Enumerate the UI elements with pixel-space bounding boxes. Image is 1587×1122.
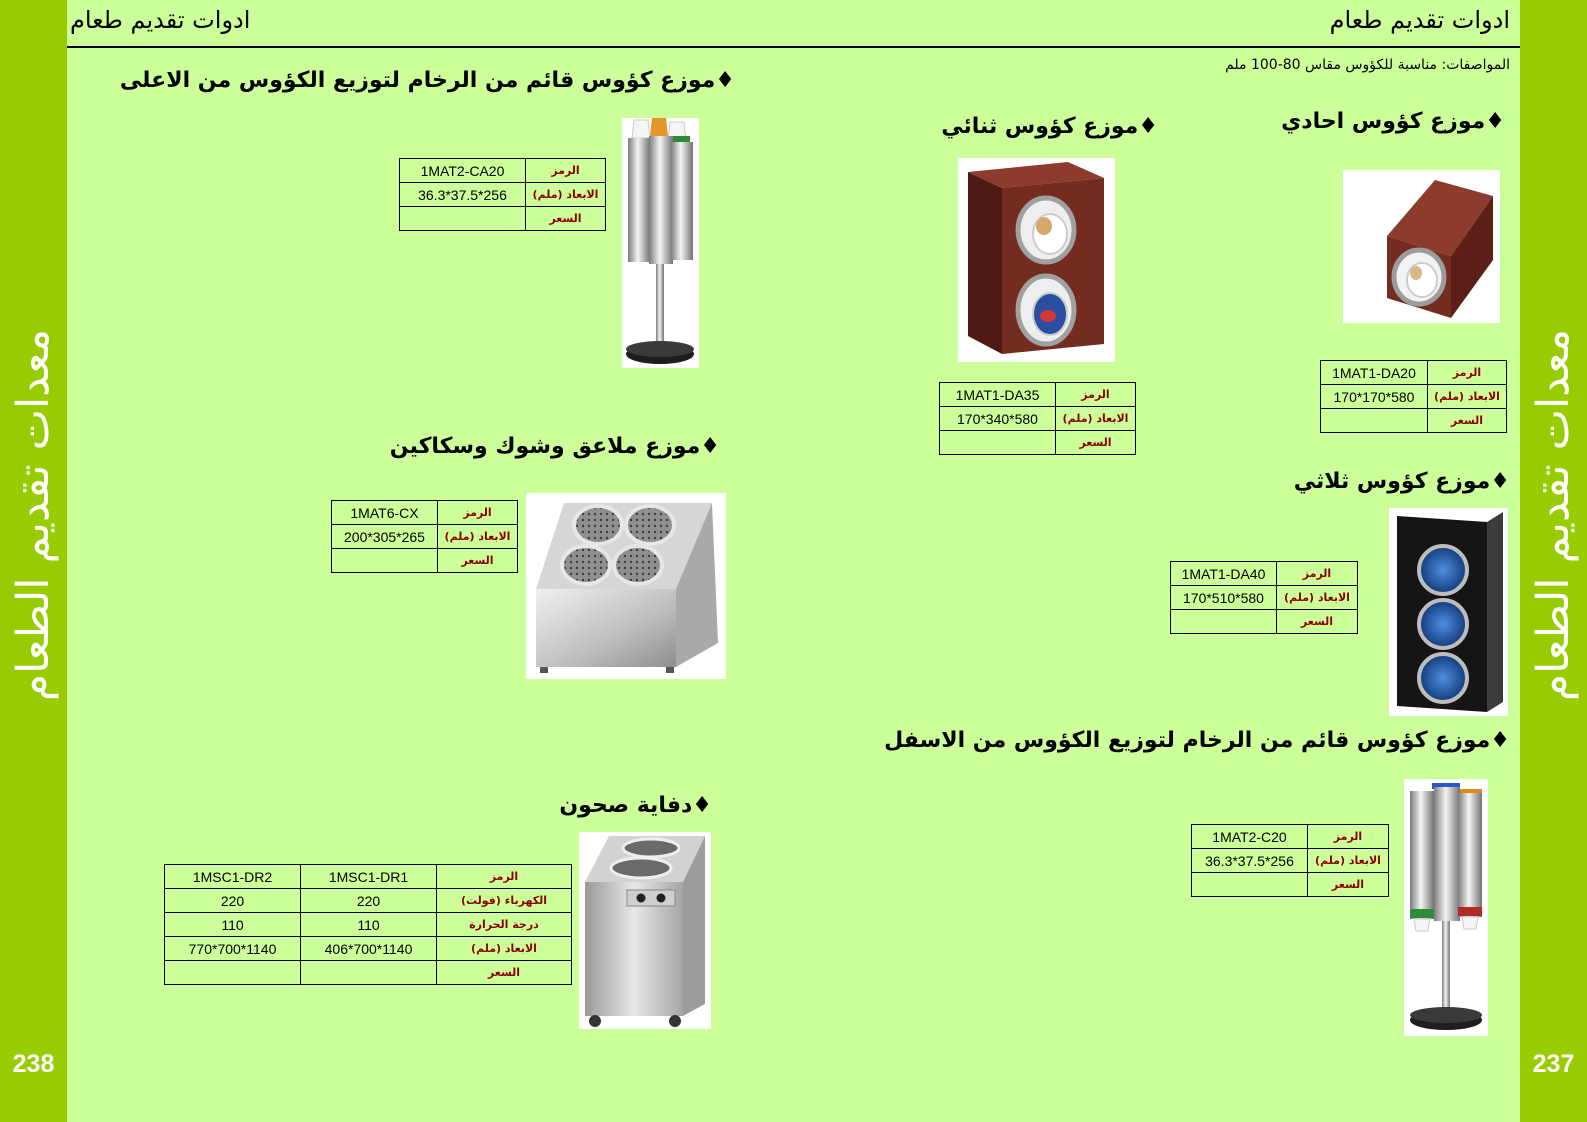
table-row bbox=[1321, 385, 1507, 409]
dims-value: 170*510*580 bbox=[1171, 586, 1277, 610]
price-label: السعر bbox=[437, 961, 572, 985]
cup-ring bbox=[1394, 250, 1444, 304]
code-value-dr2: 1MSC1-DR2 bbox=[165, 865, 301, 889]
table-row bbox=[1171, 610, 1358, 634]
left-spine-title: معدات تقديم الطعام bbox=[7, 328, 59, 702]
dims-value-dr1: 406*700*1140 bbox=[301, 937, 437, 961]
double-cup-dispenser-photo bbox=[958, 158, 1115, 362]
dims-label: الابعاد (ملم) bbox=[438, 525, 518, 549]
marble-stand-bottom-photo bbox=[1404, 779, 1488, 1036]
table-row bbox=[165, 961, 572, 985]
price-label: السعر bbox=[526, 207, 606, 231]
code-label: الرمز bbox=[437, 865, 572, 889]
table-row bbox=[1192, 873, 1389, 897]
single-cup-dispenser-photo bbox=[1343, 170, 1500, 323]
code-value: 1MAT2-C20 bbox=[1192, 825, 1308, 849]
temperature-value-dr2: 110 bbox=[165, 913, 301, 937]
dims-label: الابعاد (ملم) bbox=[1277, 586, 1358, 610]
dims-value: 170*340*580 bbox=[940, 407, 1056, 431]
single-cup-dispenser-title: ♦موزع كؤوس احادي bbox=[1281, 109, 1505, 134]
dims-value: 200*305*265 bbox=[332, 525, 438, 549]
cutlery-holder-table bbox=[331, 500, 518, 573]
code-value-dr1: 1MSC1-DR1 bbox=[301, 865, 437, 889]
table-row bbox=[165, 913, 572, 937]
right-sidebar bbox=[1520, 0, 1587, 1122]
dims-value: 36.3*37.5*256 bbox=[1192, 849, 1308, 873]
temperature-label: درجة الحرارة bbox=[437, 913, 572, 937]
dims-label: الابعاد (ملم) bbox=[526, 183, 606, 207]
dims-label: الابعاد (ملم) bbox=[1428, 385, 1507, 409]
voltage-value-dr1: 220 bbox=[301, 889, 437, 913]
table-row bbox=[332, 549, 518, 573]
table-row bbox=[1321, 361, 1507, 385]
table-row bbox=[940, 383, 1136, 407]
right-page-header: ادوات تقديم طعام bbox=[1329, 6, 1510, 34]
table-row bbox=[1192, 849, 1389, 873]
price-value bbox=[940, 431, 1056, 455]
left-page-number: 238 bbox=[12, 1050, 55, 1078]
steel-cylinders bbox=[628, 136, 693, 264]
dims-label: الابعاد (ملم) bbox=[1308, 849, 1389, 873]
stand-pole bbox=[656, 264, 664, 348]
right-spine-title: معدات تقديم الطعام bbox=[1527, 328, 1579, 702]
dims-value: 170*170*580 bbox=[1321, 385, 1428, 409]
price-label: السعر bbox=[1308, 873, 1389, 897]
code-value: 1MAT1-DA35 bbox=[940, 383, 1056, 407]
table-row bbox=[165, 865, 572, 889]
code-label: الرمز bbox=[438, 501, 518, 525]
plate-warmer-title: ♦دفاية صحون bbox=[559, 793, 712, 818]
table-row bbox=[332, 525, 518, 549]
dims-value-dr2: 770*700*1140 bbox=[165, 937, 301, 961]
code-label: الرمز bbox=[1428, 361, 1507, 385]
table-row bbox=[1192, 825, 1389, 849]
dims-label: الابعاد (ملم) bbox=[1056, 407, 1136, 431]
left-page-header: ادوات تقديم طعام bbox=[70, 6, 251, 34]
upper-cup-ring bbox=[1018, 198, 1074, 262]
table-row bbox=[400, 159, 606, 183]
table-row bbox=[332, 501, 518, 525]
left-sidebar bbox=[0, 0, 67, 1122]
control-panel bbox=[627, 890, 675, 906]
plate-warmer-photo bbox=[579, 832, 711, 1029]
code-label: الرمز bbox=[526, 159, 606, 183]
code-label: الرمز bbox=[1308, 825, 1389, 849]
double-cup-dispenser-title: ♦موزع كؤوس ثنائي bbox=[941, 114, 1158, 139]
price-label: السعر bbox=[1277, 610, 1358, 634]
price-value bbox=[1321, 409, 1428, 433]
price-value bbox=[1192, 873, 1308, 897]
table-row bbox=[165, 937, 572, 961]
caster-wheel bbox=[669, 1015, 681, 1027]
steel-cylinders bbox=[1410, 787, 1482, 921]
voltage-value-dr2: 220 bbox=[165, 889, 301, 913]
right-page-number: 237 bbox=[1532, 1050, 1575, 1078]
plate-warmer-table bbox=[164, 864, 572, 985]
caster-wheel bbox=[589, 1015, 601, 1027]
header-rule bbox=[67, 46, 1520, 48]
cutlery-holder-title: ♦موزع ملاعق وشوك وسكاكين bbox=[389, 434, 720, 459]
marble-stand-top-photo bbox=[622, 118, 699, 368]
price-label: السعر bbox=[438, 549, 518, 573]
table-row bbox=[940, 407, 1136, 431]
price-value bbox=[400, 207, 526, 231]
triple-cup-dispenser-photo bbox=[1389, 508, 1508, 716]
single-cup-dispenser-table bbox=[1320, 360, 1507, 433]
code-value: 1MAT1-DA40 bbox=[1171, 562, 1277, 586]
temperature-value-dr1: 110 bbox=[301, 913, 437, 937]
table-row bbox=[400, 183, 606, 207]
price-value bbox=[1171, 610, 1277, 634]
stand-pole bbox=[1442, 921, 1450, 1009]
cup-rings bbox=[1419, 546, 1467, 702]
double-cup-dispenser-table bbox=[939, 382, 1136, 455]
table-row bbox=[1171, 562, 1358, 586]
triple-cup-dispenser-table bbox=[1170, 561, 1358, 634]
price-value bbox=[332, 549, 438, 573]
price-value-dr2 bbox=[165, 961, 301, 985]
table-row bbox=[1171, 586, 1358, 610]
table-row bbox=[400, 207, 606, 231]
price-label: السعر bbox=[1428, 409, 1507, 433]
price-value-dr1 bbox=[301, 961, 437, 985]
voltage-label: الكهرباء (فولت) bbox=[437, 889, 572, 913]
code-label: الرمز bbox=[1277, 562, 1358, 586]
triple-cup-dispenser-title: ♦موزع كؤوس ثلاثي bbox=[1293, 469, 1510, 494]
code-label: الرمز bbox=[1056, 383, 1136, 407]
code-value: 1MAT2-CA20 bbox=[400, 159, 526, 183]
table-row bbox=[165, 889, 572, 913]
code-value: 1MAT6-CX bbox=[332, 501, 438, 525]
code-value: 1MAT1-DA20 bbox=[1321, 361, 1428, 385]
table-row bbox=[1321, 409, 1507, 433]
marble-stand-bottom-table bbox=[1191, 824, 1389, 897]
marble-stand-bottom-title: ♦موزع كؤوس قائم من الرخام لتوزيع الكؤوس من الاسفل bbox=[884, 728, 1510, 753]
lower-cup-ring bbox=[1018, 276, 1074, 344]
marble-stand-top-table bbox=[399, 158, 606, 231]
table-row bbox=[940, 431, 1136, 455]
cup-size-spec: المواصفات: مناسبة للكؤوس مقاس 80-100 ملم bbox=[1225, 57, 1510, 73]
price-label: السعر bbox=[1056, 431, 1136, 455]
marble-stand-top-title: ♦موزع كؤوس قائم من الرخام لتوزيع الكؤوس من الاعلى bbox=[119, 68, 735, 93]
dims-value: 36.3*37.5*256 bbox=[400, 183, 526, 207]
cutlery-holder-photo bbox=[526, 493, 726, 679]
dims-label: الابعاد (ملم) bbox=[437, 937, 572, 961]
